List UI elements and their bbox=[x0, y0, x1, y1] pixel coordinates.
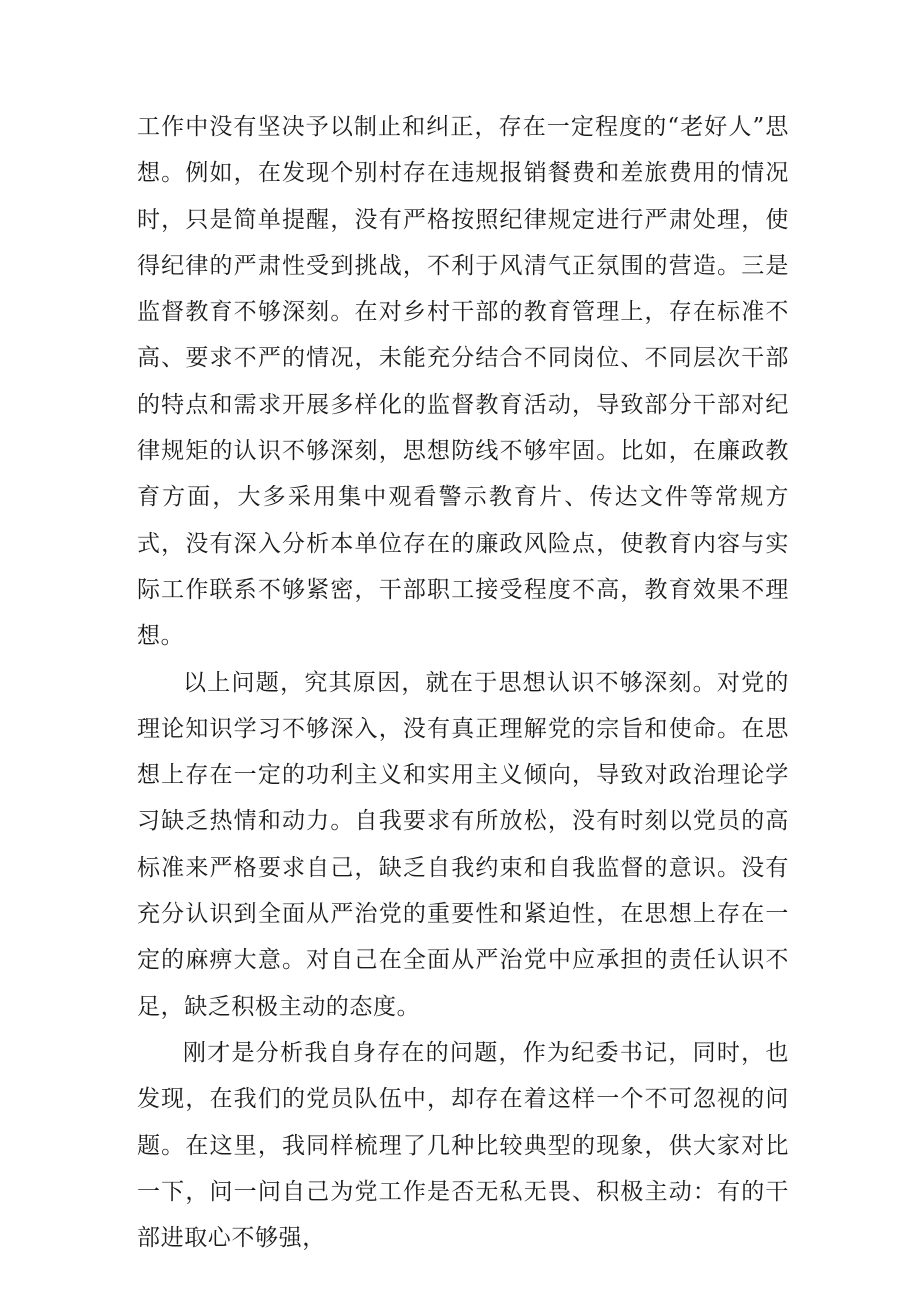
paragraph-3: 刚才是分析我自身存在的问题，作为纪委书记，同时，也发现，在我们的党员队伍中，却存在着这样一个不可忽视的问题。在这里，我同样梳理了几种比较典型的现象，供大家对比一下，问一问自己为党工作是否无私无畏、积极主动：有的干部进取心不够强， bbox=[137, 1039, 789, 1252]
paragraph-1: 工作中没有坚决予以制止和纠正，存在一定程度的“老好人”思想。例如，在发现个别村存在违规报销餐费和差旅费用的情况时，只是简单提醒，没有严格按照纪律规定进行严肃处理，使得纪律的严肃性受到挑战，不利于风清气正氛围的营造。三是监督教育不够深刻。在对乡村干部的教育管理上，存在标准不高、要求不严的情况，未能充分结合不同岗位、不同层次干部的特点和需求开展多样化的监督教育活动，导致部分干部对纪律规矩的认识不够深刻，思想防线不够牢固。比如，在廉政教育方面，大多采用集中观看警示教育片、传达文件等常规方式，没有深入分析本单位存在的廉政风险点，使教育内容与实际工作联系不够紧密，干部职工接受程度不高，教育效果不理想。 bbox=[137, 114, 789, 650]
paragraph-2: 以上问题，究其原因，就在于思想认识不够深刻。对党的理论知识学习不够深入，没有真正理解党的宗旨和使命。在思想上存在一定的功利主义和实用主义倾向，导致对政治理论学习缺乏热情和动力。自我要求有所放松，没有时刻以党员的高标准来严格要求自己，缺乏自我约束和自我监督的意识。没有充分认识到全面从严治党的重要性和紧迫性，在思想上存在一定的麻痹大意。对自己在全面从严治党中应承担的责任认识不足，缺乏积极主动的态度。 bbox=[137, 669, 789, 1020]
document-body bbox=[137, 104, 789, 1261]
